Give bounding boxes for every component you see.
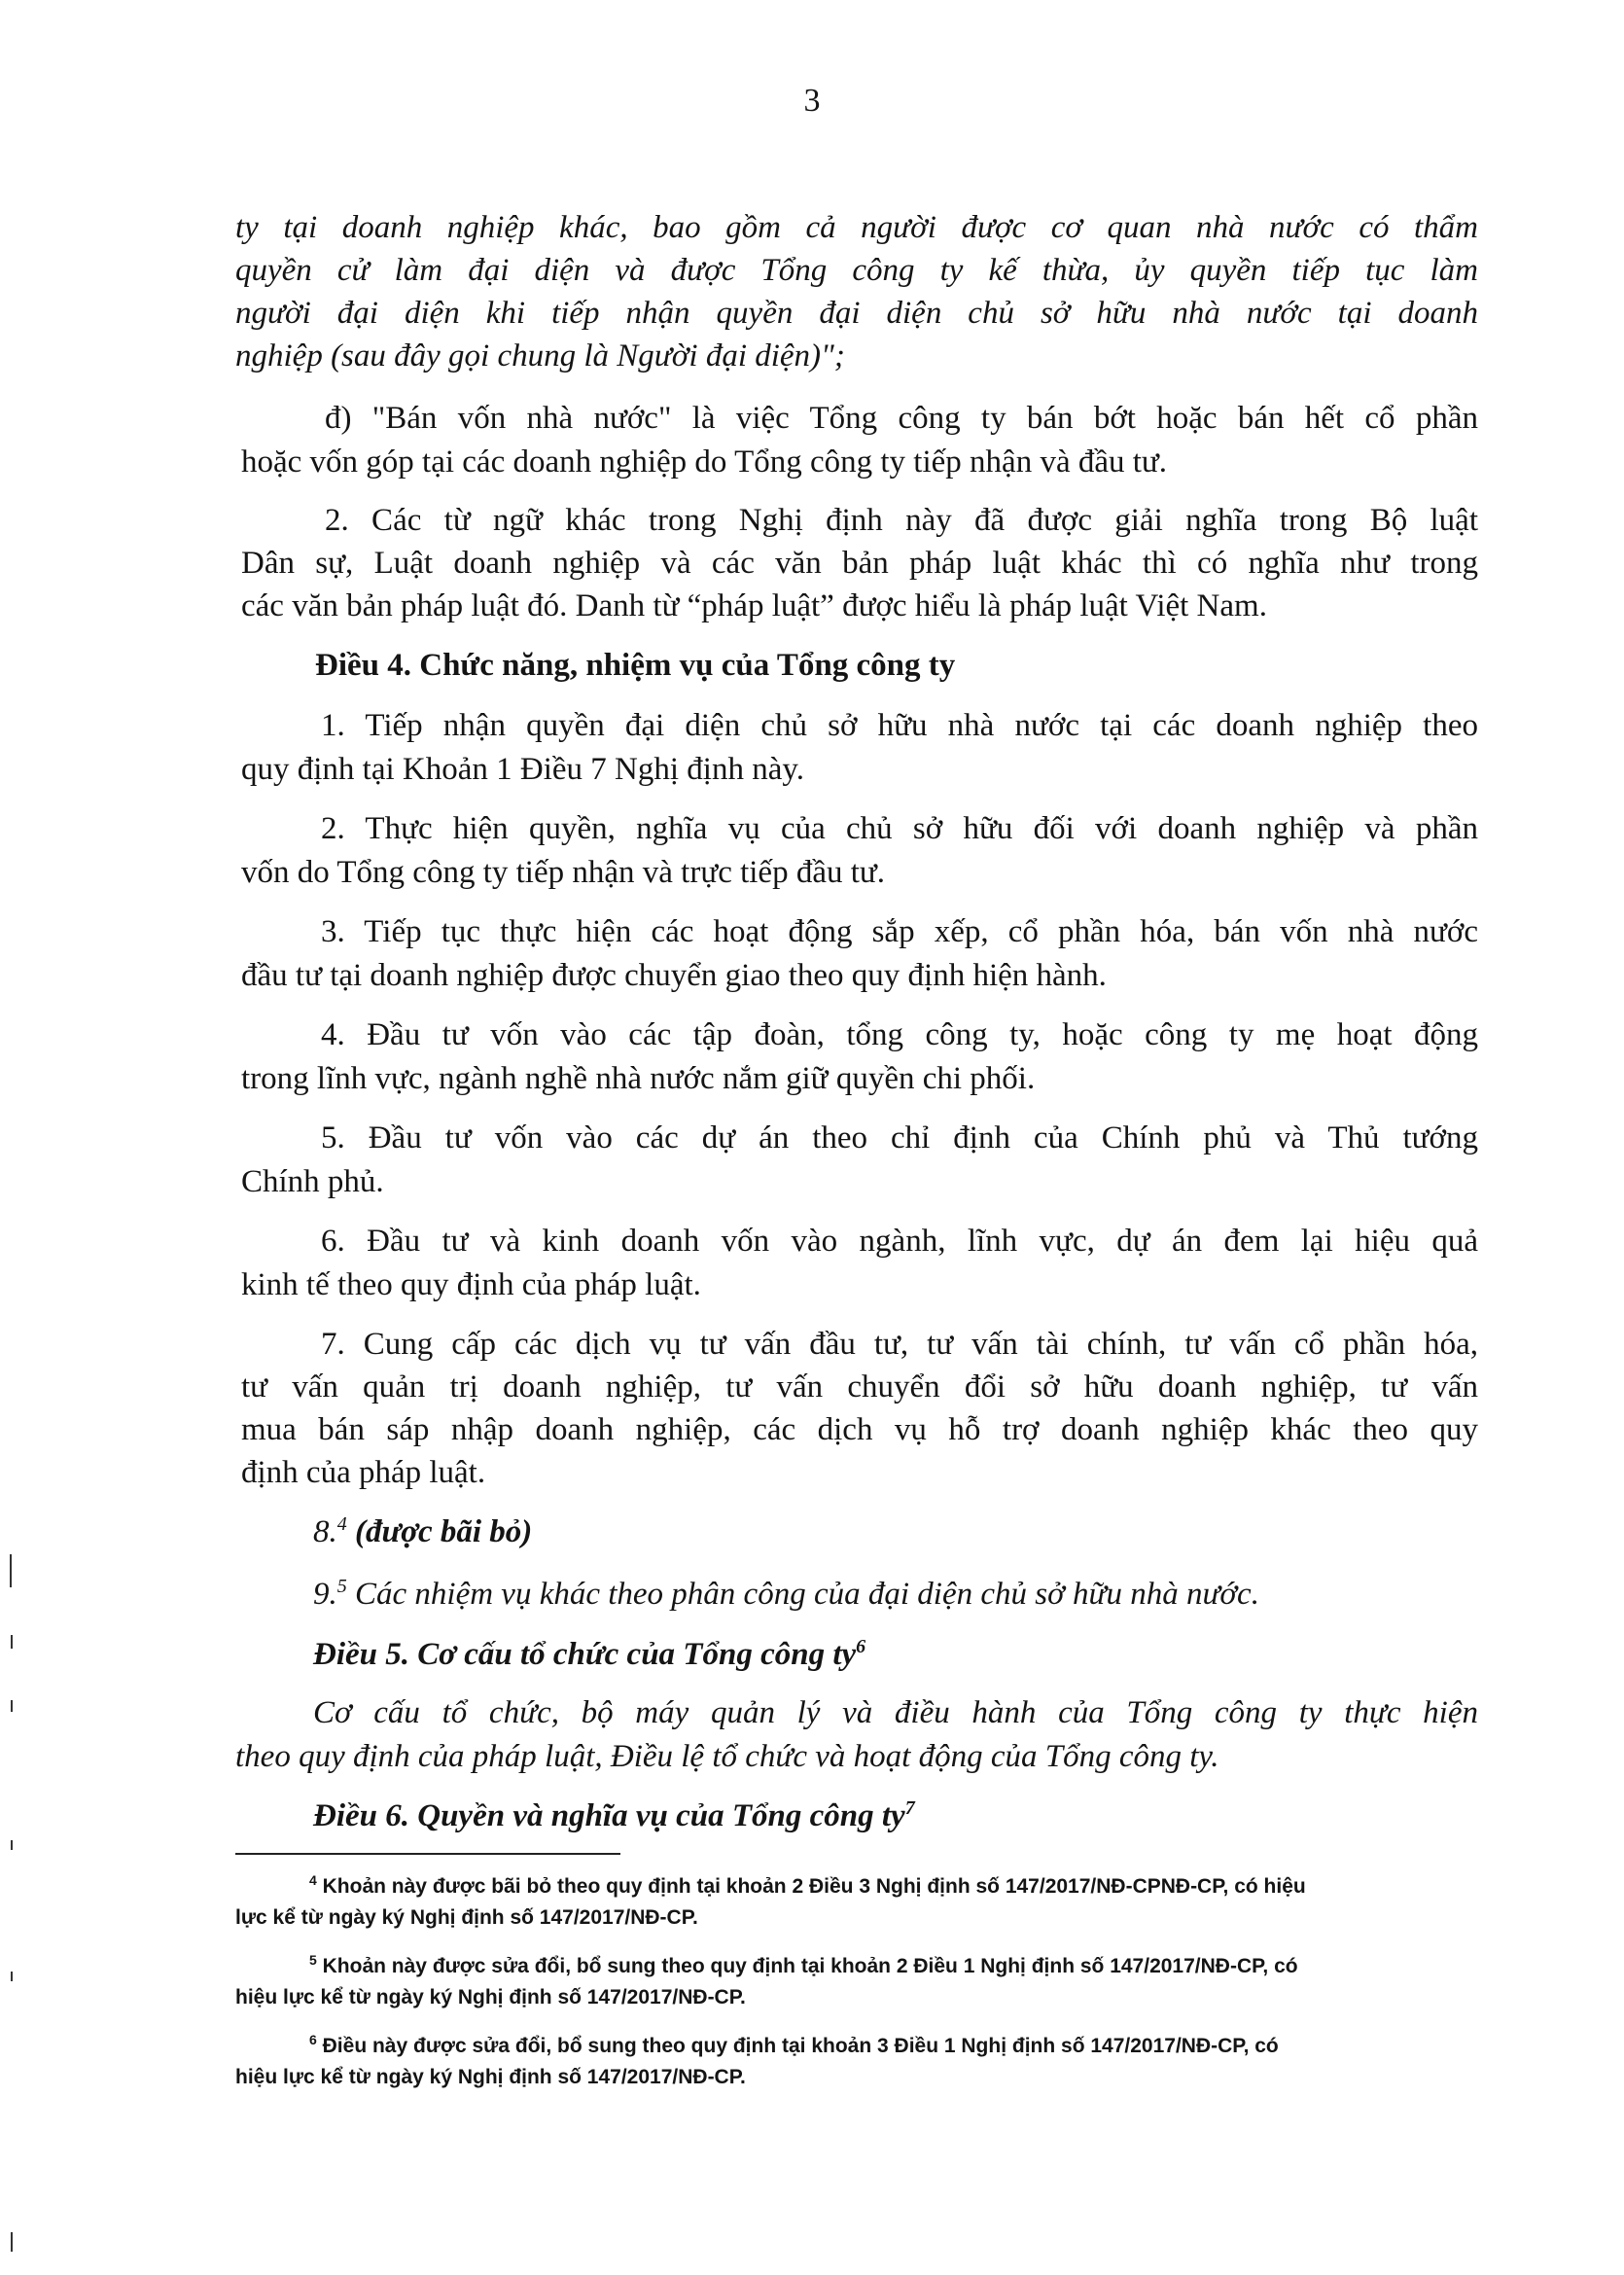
article-6-heading-text: Điều 6. Quyền và nghĩa vụ của Tổng công ty	[313, 1798, 905, 1833]
footnote-text: Khoản này được sửa đổi, bổ sung theo quy định tại khoản 2 Điều 1 Nghị định số 147/2017/NĐ-CP, có	[322, 1955, 1298, 1977]
page-number: 3	[803, 83, 821, 119]
article-5-body: theo quy định của pháp luật, Điều lệ tổ chức và hoạt động của Tổng công ty.	[235, 1739, 1219, 1774]
clause-2: Dân sự, Luật doanh nghiệp và các văn bản pháp luật khác thì có nghĩa như trong	[241, 546, 1478, 581]
footnote-6	[309, 2033, 1279, 2060]
article-4-item-2: 2. Thực hiện quyền, nghĩa vụ của chủ sở hữu đối với doanh nghiệp và phần	[321, 811, 1478, 846]
article-4-item-2: vốn do Tổng công ty tiếp nhận và trực tiếp đầu tư.	[241, 855, 886, 890]
scan-margin-mark	[10, 1554, 12, 1587]
item-8-text: (được bãi bỏ)	[346, 1514, 533, 1549]
article-5-heading-text: Điều 5. Cơ cấu tổ chức của Tổng công ty	[313, 1637, 857, 1672]
item-8-number: 8.	[313, 1514, 337, 1549]
footnote-text: Điều này được sửa đổi, bổ sung theo quy định tại khoản 3 Điều 1 Nghị định số 147/2017/NĐ-CP, có	[322, 2035, 1279, 2057]
continuation-line: ty tại doanh nghiệp khác, bao gồm cả người được cơ quan nhà nước có thẩm	[235, 210, 1478, 245]
article-5-heading	[313, 1635, 865, 1674]
footnote-number: 5	[309, 1952, 317, 1968]
article-4-item-6: kinh tế theo quy định của pháp luật.	[241, 1267, 701, 1302]
article-4-heading: Điều 4. Chức năng, nhiệm vụ của Tổng công ty	[315, 648, 956, 683]
footnote-number: 4	[309, 1872, 317, 1888]
footnote-4-cont: lực kể từ ngày ký Nghị định số 147/2017/NĐ-CP.	[235, 1906, 698, 1929]
article-4-item-4: trong lĩnh vực, ngành nghề nhà nước nắm giữ quyền chi phối.	[241, 1061, 1036, 1096]
article-4-item-5: 5. Đầu tư vốn vào các dự án theo chỉ định của Chính phủ và Thủ tướng	[321, 1120, 1478, 1155]
continuation-line: nghiệp (sau đây gọi chung là Người đại diện)";	[235, 338, 845, 373]
item-9-text: Các nhiệm vụ khác theo phân công của đại diện chủ sở hữu nhà nước.	[346, 1577, 1259, 1612]
footnote-ref-6[interactable]: 6	[856, 1636, 866, 1657]
definition-item-d: hoặc vốn góp tại các doanh nghiệp do Tổng công ty tiếp nhận và đầu tư.	[241, 444, 1168, 480]
item-9-number: 9.	[313, 1577, 337, 1612]
scan-margin-mark	[11, 1840, 13, 1850]
article-4-item-7: 7. Cung cấp các dịch vụ tư vấn đầu tư, tư vấn tài chính, tư vấn cổ phần hóa,	[321, 1327, 1478, 1362]
footnote-5-cont: hiệu lực kể từ ngày ký Nghị định số 147/2017/NĐ-CP.	[235, 1986, 746, 2008]
footnote-ref-4[interactable]: 4	[336, 1513, 347, 1535]
article-4-item-5: Chính phủ.	[241, 1164, 384, 1199]
clause-2: 2. Các từ ngữ khác trong Nghị định này đã được giải nghĩa trong Bộ luật	[325, 503, 1478, 538]
footnote-4	[309, 1873, 1306, 1901]
scan-margin-mark	[11, 1972, 13, 1981]
article-5-body: Cơ cấu tổ chức, bộ máy quản lý và điều hành của Tổng công ty thực hiện	[313, 1695, 1478, 1730]
clause-2: các văn bản pháp luật đó. Danh từ “pháp luật” được hiểu là pháp luật Việt Nam.	[241, 588, 1267, 623]
footnote-separator	[235, 1853, 620, 1855]
scan-margin-mark	[11, 1700, 13, 1712]
article-4-item-4: 4. Đầu tư vốn vào các tập đoàn, tổng công ty, hoặc công ty mẹ hoạt động	[321, 1017, 1478, 1052]
article-6-heading	[313, 1796, 915, 1835]
footnote-5	[309, 1953, 1298, 1980]
footnote-ref-5[interactable]: 5	[336, 1576, 347, 1597]
scan-margin-mark	[11, 2232, 13, 2252]
article-4-item-7: định của pháp luật.	[241, 1455, 486, 1490]
article-4-item-3: đầu tư tại doanh nghiệp được chuyển giao theo quy định hiện hành.	[241, 958, 1107, 993]
footnote-text: Khoản này được bãi bỏ theo quy định tại khoản 2 Điều 3 Nghị định số 147/2017/NĐ-CPNĐ-CP, có hiệu	[322, 1875, 1306, 1898]
article-4-item-7: mua bán sáp nhập doanh nghiệp, các dịch vụ hỗ trợ doanh nghiệp khác theo quy	[241, 1412, 1478, 1447]
article-4-item-1: quy định tại Khoản 1 Điều 7 Nghị định này.	[241, 752, 804, 787]
scan-margin-mark	[11, 1635, 13, 1649]
footnote-6-cont: hiệu lực kể từ ngày ký Nghị định số 147/2017/NĐ-CP.	[235, 2066, 746, 2088]
definition-item-d: đ) "Bán vốn nhà nước" là việc Tổng công ty bán bớt hoặc bán hết cổ phần	[325, 401, 1478, 436]
article-4-item-7: tư vấn quản trị doanh nghiệp, tư vấn chuyển đổi sở hữu doanh nghiệp, tư vấn	[241, 1369, 1478, 1404]
article-4-item-1: 1. Tiếp nhận quyền đại diện chủ sở hữu nhà nước tại các doanh nghiệp theo	[321, 708, 1478, 743]
article-4-item-6: 6. Đầu tư và kinh doanh vốn vào ngành, lĩnh vực, dự án đem lại hiệu quả	[321, 1224, 1478, 1259]
article-4-item-8	[313, 1512, 532, 1551]
article-4-item-9	[313, 1575, 1259, 1614]
article-4-item-3: 3. Tiếp tục thực hiện các hoạt động sắp xếp, cổ phần hóa, bán vốn nhà nước	[321, 914, 1478, 949]
continuation-line: quyền cử làm đại diện và được Tổng công ty kế thừa, ủy quyền tiếp tục làm	[235, 253, 1478, 288]
footnote-number: 6	[309, 2032, 317, 2047]
continuation-line: người đại diện khi tiếp nhận quyền đại diện chủ sở hữu nhà nước tại doanh	[235, 296, 1478, 331]
footnote-ref-7[interactable]: 7	[904, 1797, 915, 1819]
